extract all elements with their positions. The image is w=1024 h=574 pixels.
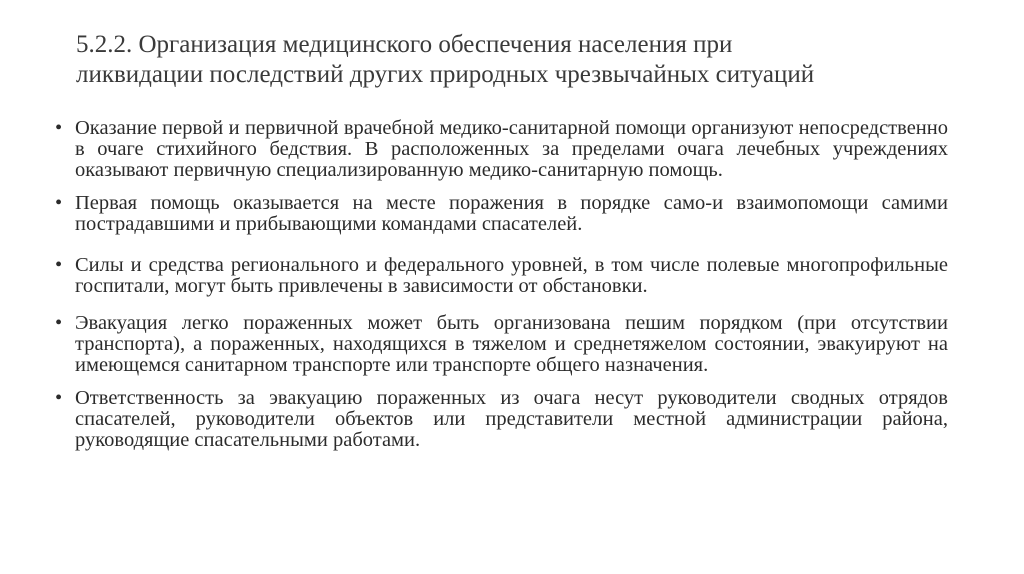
bullet-item [55, 118, 948, 181]
bullet-item [55, 313, 948, 376]
bullet-text: Ответственность за эвакуацию пораженных из очага несут руководители сводных отрядов спасателей, руководители объектов или представители местной администрации района, руководящие спасательными работами. [75, 387, 948, 451]
bullet-text: Оказание первой и первичной врачебной медико-санитарной помощи организуют непосредственно в очаге стихийного бедствия. В расположенных за пределами очага лечебных учреждениях оказывают первичную специализированную медико-санитарную помощь. [75, 117, 948, 181]
slide-title [76, 30, 976, 90]
bullet-item [55, 388, 948, 451]
bullet-text: Первая помощь оказывается на месте поражения в порядке само-и взаимопомощи самими пострадавшими и прибывающими командами спасателей. [75, 192, 948, 235]
bullet-icon: • [55, 254, 63, 276]
bullet-list [55, 118, 948, 451]
bullet-item [55, 193, 948, 235]
slide-title-line-2: ликвидации последствий других природных чрезвычайных ситуаций [76, 61, 815, 88]
bullet-icon: • [55, 117, 63, 139]
bullet-text: Силы и средства регионального и федерального уровней, в том числе полевые многопрофильные госпитали, могут быть привлечены в зависимости от обстановки. [75, 254, 948, 297]
bullet-text: Эвакуация легко пораженных может быть организована пешим порядком (при отсутствии транспорта), а пораженных, находящихся в тяжелом и среднетяжелом состоянии, эвакуируют на имеющемся санитарном транспорте или транспорте общего назначения. [75, 312, 948, 376]
bullet-icon: • [55, 387, 63, 409]
bullet-icon: • [55, 312, 63, 334]
slide-title-line-1: 5.2.2. Организация медицинского обеспечения населения при [76, 31, 733, 58]
bullet-icon: • [55, 192, 63, 214]
bullet-item [55, 255, 948, 297]
